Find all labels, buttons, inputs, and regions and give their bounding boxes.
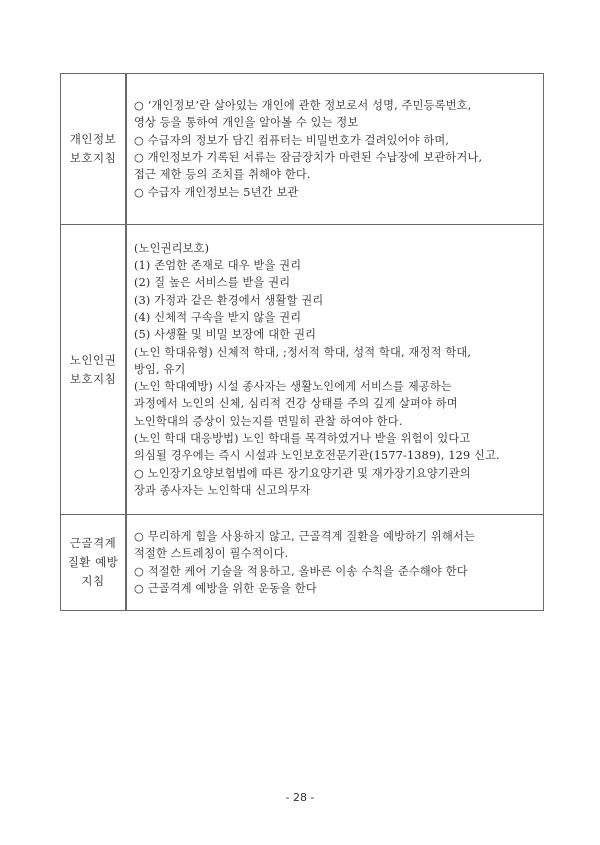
label-line: 보호지침 [69, 371, 117, 386]
content-line: ○ 개인정보가 기록된 서류는 잠금장치가 마련된 수납장에 보관하거나, [134, 151, 483, 164]
content-line: 의심될 경우에는 즉시 시설과 노인보호전문기관(1577-1389), 129 신고. [134, 449, 500, 463]
content-line: 노인학대의 증상이 있는지를 면밀히 관찰 하여야 한다. [134, 414, 403, 428]
content-line: 적절한 스트레칭이 필수적이다. [134, 547, 289, 561]
row-content-privacy [126, 74, 544, 225]
content-line: (3) 가정과 같은 환경에서 생활할 권리 [134, 293, 324, 307]
content-line: ○ 수급자의 정보가 담긴 컴퓨터는 비밀번호가 걸려있어야 하며, [134, 133, 450, 147]
content-line: ○ ‘개인정보’란 살아있는 개인에 관한 정보로서 성명, 주민등록번호, [134, 99, 472, 113]
content-line: ○ 근골격계 예방을 위한 운동을 한다 [134, 581, 317, 595]
content-line: (노인 학대 대응방법) 노인 학대를 목격하였거나 받을 위험이 있다고 [134, 432, 471, 446]
table-row-elder-rights-guidelines [61, 225, 544, 515]
guidelines-table [60, 73, 544, 611]
content-line: 방임, 유기 [134, 362, 186, 376]
table-row-msk-prevention-guidelines [61, 515, 544, 611]
content-line: (2) 질 높은 서비스를 받을 권리 [134, 276, 291, 290]
label-line: 노인인권 [69, 352, 117, 367]
label-line: 지침 [81, 574, 105, 588]
content-line: (노인 학대유형) 신체적 학대, ;정서적 학대, 성적 학대, 재정적 학대, [134, 345, 472, 359]
content-line: 과정에서 노인의 신체, 심리적 건강 상태를 주의 깊게 살펴야 하며 [134, 397, 458, 411]
content-line: ○ 무리하게 힘을 사용하지 않고, 근골격계 질환을 예방하기 위해서는 [134, 529, 475, 543]
row-content-elder-rights [126, 225, 544, 515]
page-number: - 28 - [285, 791, 315, 804]
table-row-privacy-guidelines [61, 74, 544, 225]
content-line: (5) 사생활 및 비밀 보장에 대한 권리 [134, 328, 317, 342]
row-label-privacy [61, 74, 127, 225]
label-line: 보호지침 [69, 151, 117, 165]
label-line: 근골격계 [69, 536, 117, 550]
label-line: 개인정보 [69, 132, 117, 146]
row-label-elder-rights [61, 225, 127, 515]
content-line: ○ 적절한 케어 기술을 적용하고, 올바른 이송 수칙을 준수해야 한다 [134, 564, 468, 578]
content-line: (노인권리보호) [134, 241, 210, 255]
content-line: ○ 노인장기요양보험법에 따른 장기요양기관 및 재가장기요양기관의 [134, 466, 471, 480]
label-line: 질환 예방 [67, 555, 119, 569]
content-line: 장과 종사자는 노인학대 신고의무자 [134, 483, 311, 497]
row-content-msk-prevention [126, 515, 544, 611]
content-line: 영상 등을 통하여 개인을 알아볼 수 있는 정보 [134, 116, 359, 130]
content-line: ○ 수급자 개인정보는 5년간 보관 [134, 185, 299, 199]
row-label-msk-prevention [61, 515, 127, 611]
content-line: (4) 신체적 구속을 받지 않을 권리 [134, 310, 302, 324]
content-line: (1) 존엄한 존재로 대우 받을 권리 [134, 259, 302, 273]
content-line: (노인 학대예방) 시설 종사자는 생활노인에게 서비스를 제공하는 [134, 380, 452, 394]
content-line: 접근 제한 등의 조치를 취해야 한다. [134, 168, 311, 182]
